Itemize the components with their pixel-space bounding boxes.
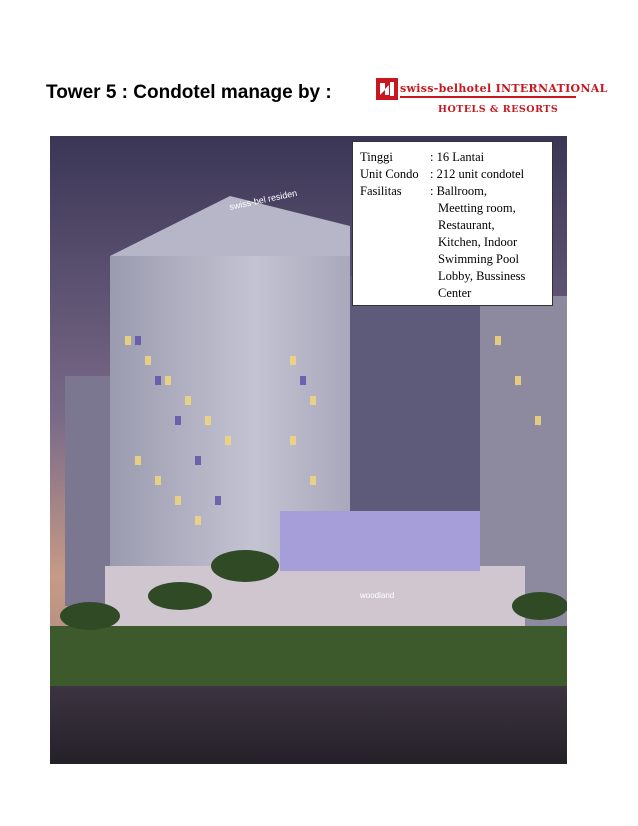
info-row-facilities xyxy=(360,183,552,302)
podium-signage-text: woodland xyxy=(360,591,395,600)
logo-divider xyxy=(400,96,576,98)
logo-brand-text: swiss-belhotel INTERNATIONAL xyxy=(400,82,608,95)
swiss-belhotel-logo xyxy=(376,76,608,120)
tower-info-box xyxy=(352,141,553,306)
info-key: Fasilitas xyxy=(360,184,402,198)
facility-line: Lobby, Bussiness xyxy=(438,269,526,283)
tower-signage-text: swiss-bel residen xyxy=(228,187,298,212)
info-row-units xyxy=(360,166,552,183)
logo-subtitle-text: HOTELS & RESORTS xyxy=(438,104,559,115)
facility-line: Restaurant, xyxy=(438,218,495,232)
facility-line: Kitchen, Indoor xyxy=(438,235,518,249)
info-key: Tinggi xyxy=(360,150,393,164)
info-value-list xyxy=(430,183,552,302)
page-heading: Tower 5 : Condotel manage by : xyxy=(46,82,332,103)
info-value: : 212 unit condotel xyxy=(430,167,525,181)
facility-line: Center xyxy=(438,286,472,300)
swiss-belhotel-mark-icon xyxy=(376,78,398,100)
info-value: : Ballroom, xyxy=(430,184,487,198)
facility-line: Swimming Pool xyxy=(438,252,519,266)
facility-line: Meetting room, xyxy=(438,201,516,215)
info-key: Unit Condo xyxy=(360,167,419,181)
info-row-height xyxy=(360,149,552,166)
info-value: : 16 Lantai xyxy=(430,150,485,164)
